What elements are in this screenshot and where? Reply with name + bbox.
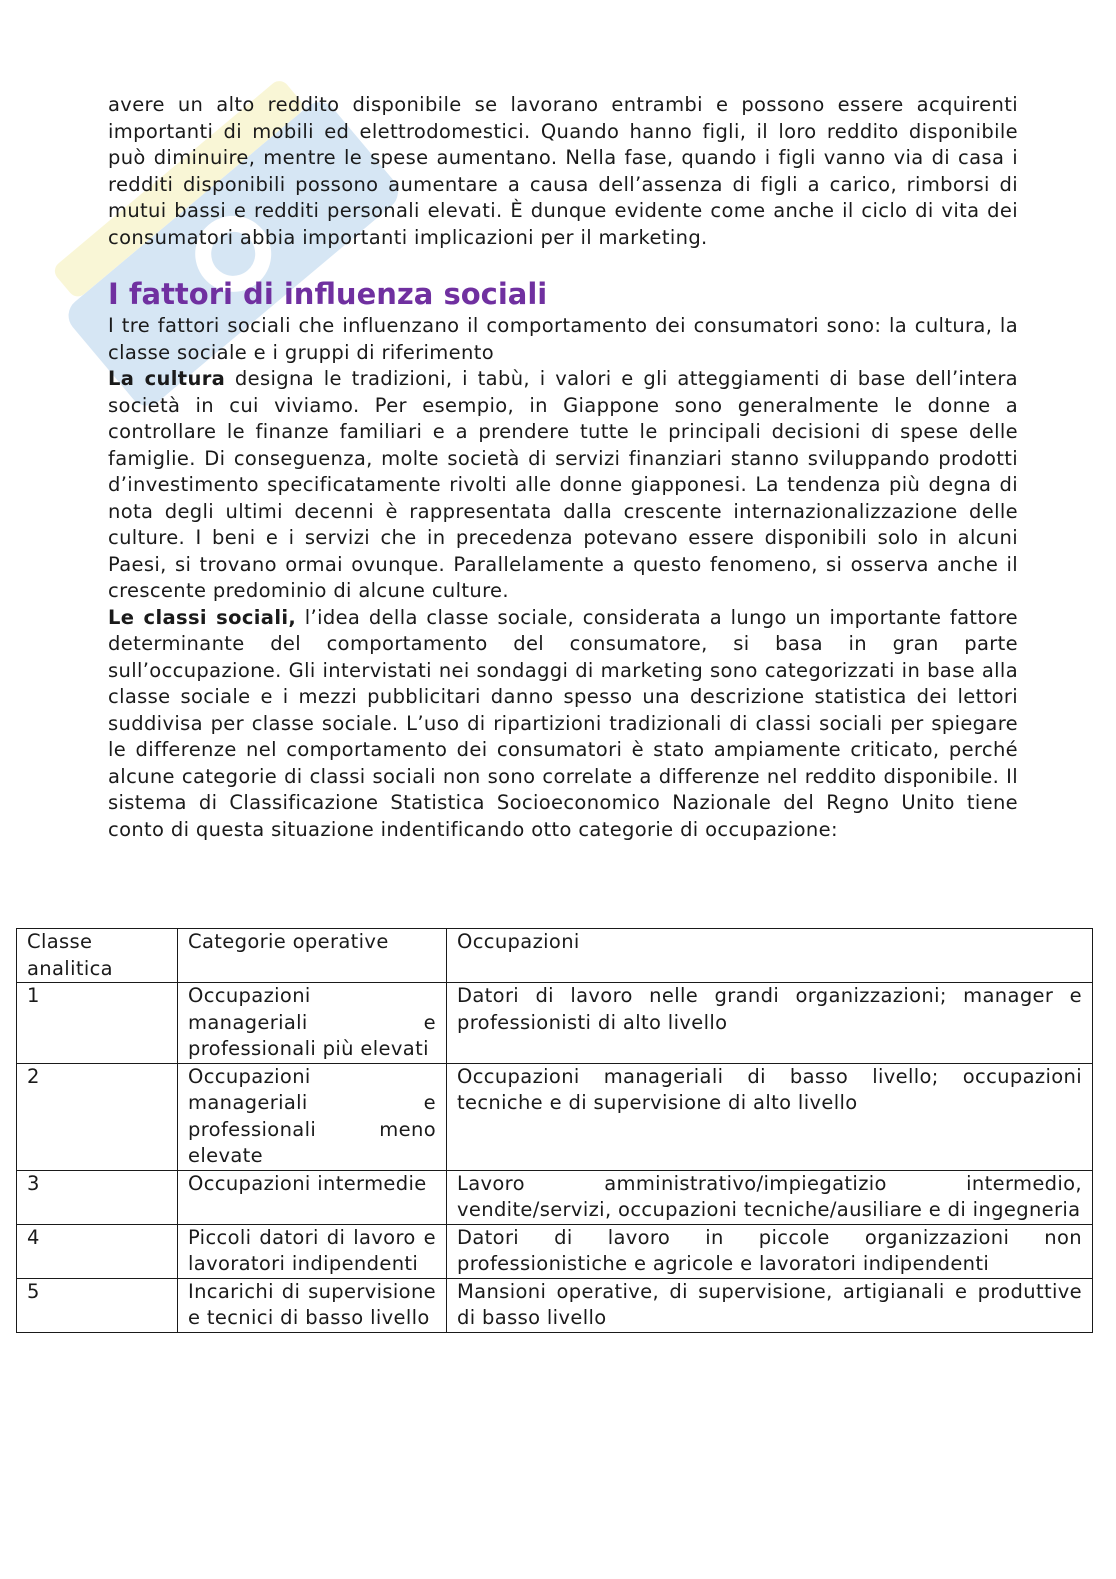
- classes-table: [16, 928, 1093, 1333]
- cell-occupazioni: Occupazioni manageriali di basso livello; occupazioni tecniche e di supervisione di alto livello: [447, 1063, 1093, 1170]
- social-classes-paragraph: [108, 605, 1018, 844]
- cell-occupazioni: Mansioni operative, di supervisione, artigianali e produttive di basso livello: [447, 1278, 1093, 1332]
- social-classes-text: l’idea della classe sociale, considerata a lungo un importante fattore determinante del comportamento del consumatore, si basa in gran parte sull’occupazione. Gli intervistati nei sondaggi di marketing sono categorizzati in base alla classe sociale e i mezzi pubblicitari danno spesso una descrizione statistica dei lettori suddivisa per classe sociale. L’uso di ripartizioni tradizionali di classi sociali per spiegare le differenze nel comportamento dei consumatori è stato ampiamente criticato, perché alcune categorie di classi sociali non sono correlate a differenze nel reddito disponibile. Il sistema di Classificazione Statistica Socioeconomico Nazionale del Regno Unito tiene conto di questa situazione indentificando otto categorie di occupazione:: [108, 605, 1018, 841]
- culture-paragraph: [108, 366, 1018, 605]
- cell-categoria: Piccoli datori di lavoro e lavoratori indipendenti: [178, 1224, 447, 1278]
- header-categoria: Categorie operative: [178, 929, 447, 983]
- cell-categoria: Incarichi di supervisione e tecnici di basso livello: [178, 1278, 447, 1332]
- header-occupazioni: Occupazioni: [447, 929, 1093, 983]
- page-content: [108, 92, 1018, 843]
- social-classes-lead: Le classi sociali,: [108, 605, 297, 629]
- cell-categoria: Occupazioni intermedie: [178, 1170, 447, 1224]
- section-heading: I fattori di influenza sociali: [108, 277, 548, 311]
- culture-text: designa le tradizioni, i tabù, i valori e gli atteggiamenti di base dell’intera società in cui viviamo. Per esempio, in Giappone sono generalmente le donne a controllare le finanze familiari e a prendere tutte le principali decisioni di spese delle famiglie. Di conseguenza, molte società di servizi finanziari stanno sviluppando prodotti d’investimento specificatamente rivolti alle donne giapponesi. La tendenza più degna di nota degli ultimi decenni è rappresentata dalla crescente internazionalizzazione delle culture. I beni e i servizi che in precedenza potevano essere disponibili solo in alcuni Paesi, si trovano ormai ovunque. Parallelamente a questo fenomeno, si osserva anche il crescente predominio di alcune culture.: [108, 367, 1018, 602]
- cell-occupazioni: Datori di lavoro nelle grandi organizzazioni; manager e professionisti di alto livello: [447, 983, 1093, 1064]
- table-row: [17, 983, 1093, 1064]
- cell-classe: 1: [17, 983, 178, 1064]
- cell-categoria: Occupazioni manageriali e professionali meno elevate: [178, 1063, 447, 1170]
- culture-lead: La cultura: [108, 367, 226, 390]
- table-row: [17, 1278, 1093, 1332]
- cell-classe: 3: [17, 1170, 178, 1224]
- cell-categoria: Occupazioni manageriali e professionali più elevati: [178, 983, 447, 1064]
- cell-classe: 5: [17, 1278, 178, 1332]
- section-intro: I tre fattori sociali che influenzano il comportamento dei consumatori sono: la cultura, la classe sociale e i gruppi di riferimento: [108, 314, 1018, 364]
- table-header-row: [17, 929, 1093, 983]
- table-row: [17, 1170, 1093, 1224]
- intro-paragraph: avere un alto reddito disponibile se lavorano entrambi e possono essere acquirenti importanti di mobili ed elettrodomestici. Quando hanno figli, il loro reddito disponibile può diminuire, mentre le spese aumentano. Nella fase, quando i figli vanno via di casa i redditi disponibili possono aumentare a causa dell’assenza di figli a carico, rimborsi di mutui bassi e redditi personali elevati. È dunque evidente come anche il ciclo di vita dei consumatori abbia importanti implicazioni per il marketing.: [108, 93, 1018, 249]
- table-row: [17, 1224, 1093, 1278]
- header-classe: Classe analitica: [17, 929, 178, 983]
- cell-classe: 4: [17, 1224, 178, 1278]
- cell-classe: 2: [17, 1063, 178, 1170]
- cell-occupazioni: Lavoro amministrativo/impiegatizio intermedio, vendite/servizi, occupazioni tecniche/ausiliare e di ingegneria: [447, 1170, 1093, 1224]
- table-row: [17, 1063, 1093, 1170]
- cell-occupazioni: Datori di lavoro in piccole organizzazioni non professionistiche e agricole e lavoratori indipendenti: [447, 1224, 1093, 1278]
